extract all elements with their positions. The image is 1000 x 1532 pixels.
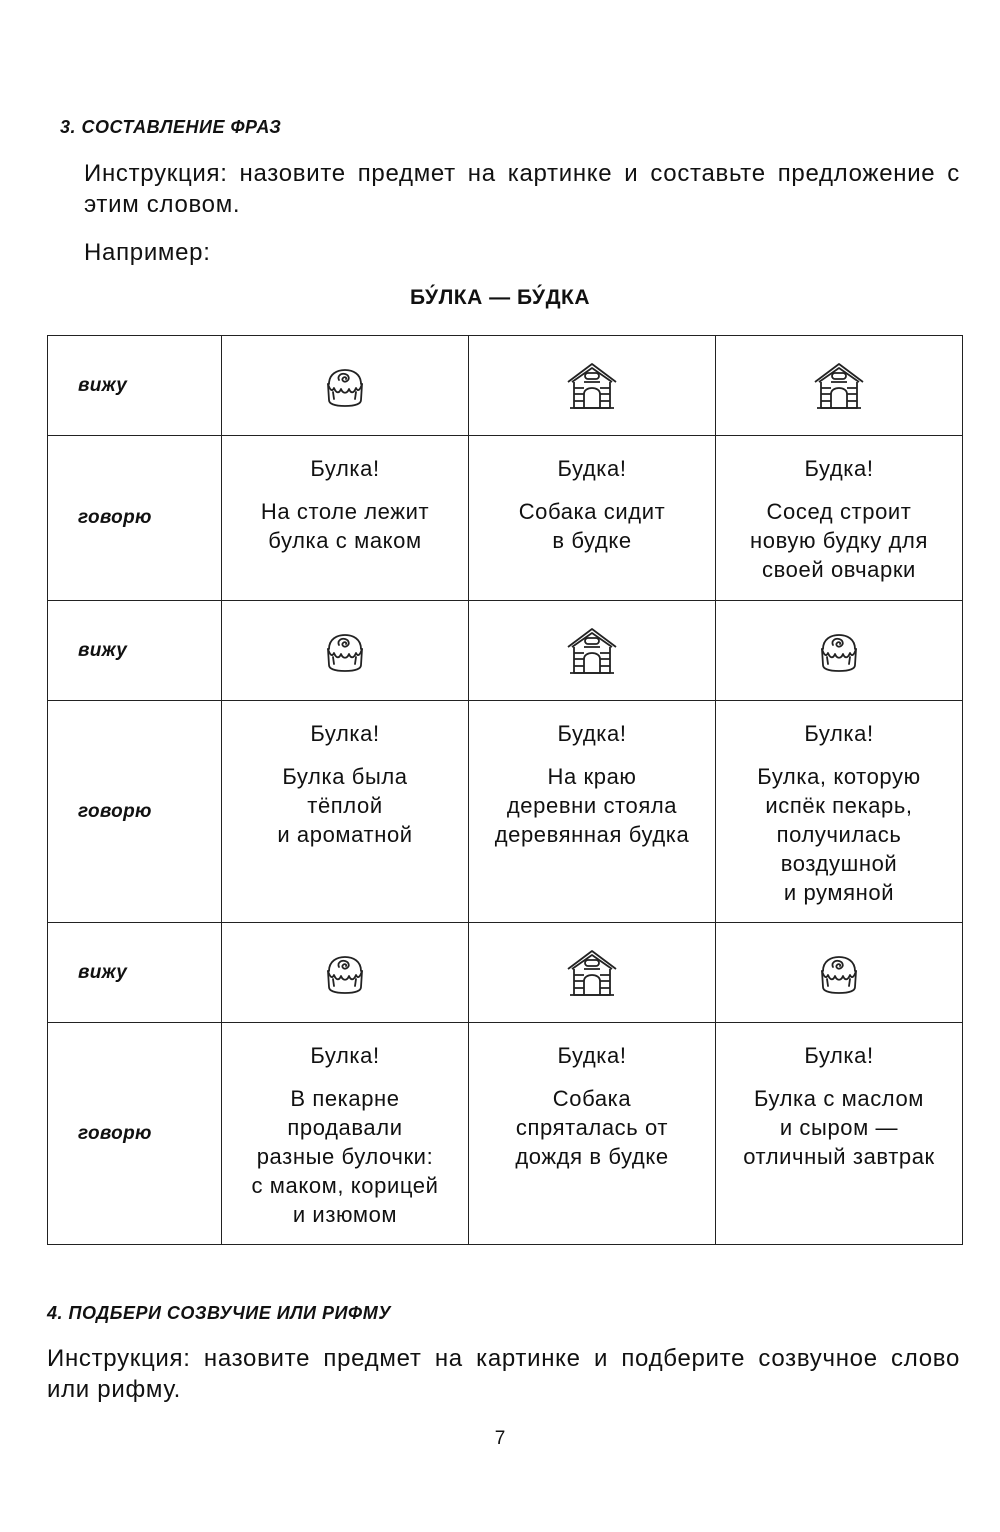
example-sentence: Собака сидит в будке — [518, 499, 666, 553]
word-exclamation: Будка! — [557, 721, 627, 746]
word-exclamation: Булка! — [310, 456, 380, 481]
table-row-say — [48, 436, 963, 601]
sentence-cell — [716, 1023, 963, 1245]
sentence-cell — [469, 1023, 716, 1245]
picture-cell — [716, 336, 963, 436]
bun-icon — [321, 964, 369, 981]
section-3-heading: 3. СОСТАВЛЕНИЕ ФРАЗ — [60, 117, 282, 137]
bun-icon — [321, 642, 369, 659]
section-4-heading: 4. ПОДБЕРИ СОЗВУЧИЕ ИЛИ РИФМУ — [47, 1303, 391, 1323]
sentence-cell — [469, 701, 716, 923]
example-sentence: Булка была тёплой и ароматной — [277, 764, 413, 847]
sentence-cell — [222, 701, 469, 923]
picture-cell — [716, 601, 963, 701]
example-sentence: Сосед строит новую будку для своей овчарки — [750, 499, 928, 582]
example-title: БУ́ЛКА — БУ́ДКА — [409, 286, 591, 309]
row-label: вижу — [48, 601, 222, 701]
doghouse-icon — [564, 642, 620, 659]
word-exclamation: Булка! — [310, 1043, 380, 1068]
sentence-cell — [222, 436, 469, 601]
example-sentence: Собака спряталась от дождя в будке — [515, 1086, 669, 1169]
example-sentence: Булка с маслом и сыром — отличный завтрак — [743, 1086, 935, 1169]
word-exclamation: Будка! — [804, 456, 874, 481]
section-4-instruction: Инструкция: назовите предмет на картинке и подберите созвучное слово или рифму. — [47, 1345, 960, 1403]
picture-cell — [222, 336, 469, 436]
table-row-say — [48, 701, 963, 923]
section-3-instruction: Инструкция: назовите предмет на картинке и составьте предложение с этим словом. — [84, 160, 960, 218]
example-sentence: В пекарне продавали разные булочки: с маком, корицей и изюмом — [251, 1086, 439, 1227]
word-exclamation: Булка! — [804, 721, 874, 746]
word-exclamation: Будка! — [557, 456, 627, 481]
table-row-see — [48, 336, 963, 436]
table-row-see — [48, 923, 963, 1023]
picture-cell — [222, 923, 469, 1023]
bun-icon — [815, 964, 863, 981]
example-sentence: Булка, которую испёк пекарь, получилась воздушной и румяной — [757, 764, 921, 905]
example-sentence: На краю деревни стояла деревянная будка — [494, 764, 690, 847]
row-label: вижу — [48, 336, 222, 436]
table-row-see — [48, 601, 963, 701]
row-label: говорю — [48, 436, 222, 601]
sentence-cell — [469, 436, 716, 601]
word-exclamation: Булка! — [804, 1043, 874, 1068]
word-exclamation: Булка! — [310, 721, 380, 746]
picture-cell — [469, 601, 716, 701]
doghouse-icon — [811, 377, 867, 394]
doghouse-icon — [564, 964, 620, 981]
table-row-say — [48, 1023, 963, 1245]
sentence-cell — [716, 701, 963, 923]
bun-icon — [815, 642, 863, 659]
row-label: говорю — [48, 1023, 222, 1245]
sentence-cell — [716, 436, 963, 601]
row-label: говорю — [48, 701, 222, 923]
picture-cell — [469, 923, 716, 1023]
doghouse-icon — [564, 377, 620, 394]
bun-icon — [321, 377, 369, 394]
picture-cell — [716, 923, 963, 1023]
sentence-cell — [222, 1023, 469, 1245]
example-sentence: На столе лежит булка с маком — [260, 499, 430, 553]
example-label: Например: — [84, 239, 211, 266]
words-table — [47, 335, 963, 1245]
row-label: вижу — [48, 923, 222, 1023]
page-number: 7 — [494, 1428, 506, 1449]
word-exclamation: Будка! — [557, 1043, 627, 1068]
picture-cell — [222, 601, 469, 701]
picture-cell — [469, 336, 716, 436]
